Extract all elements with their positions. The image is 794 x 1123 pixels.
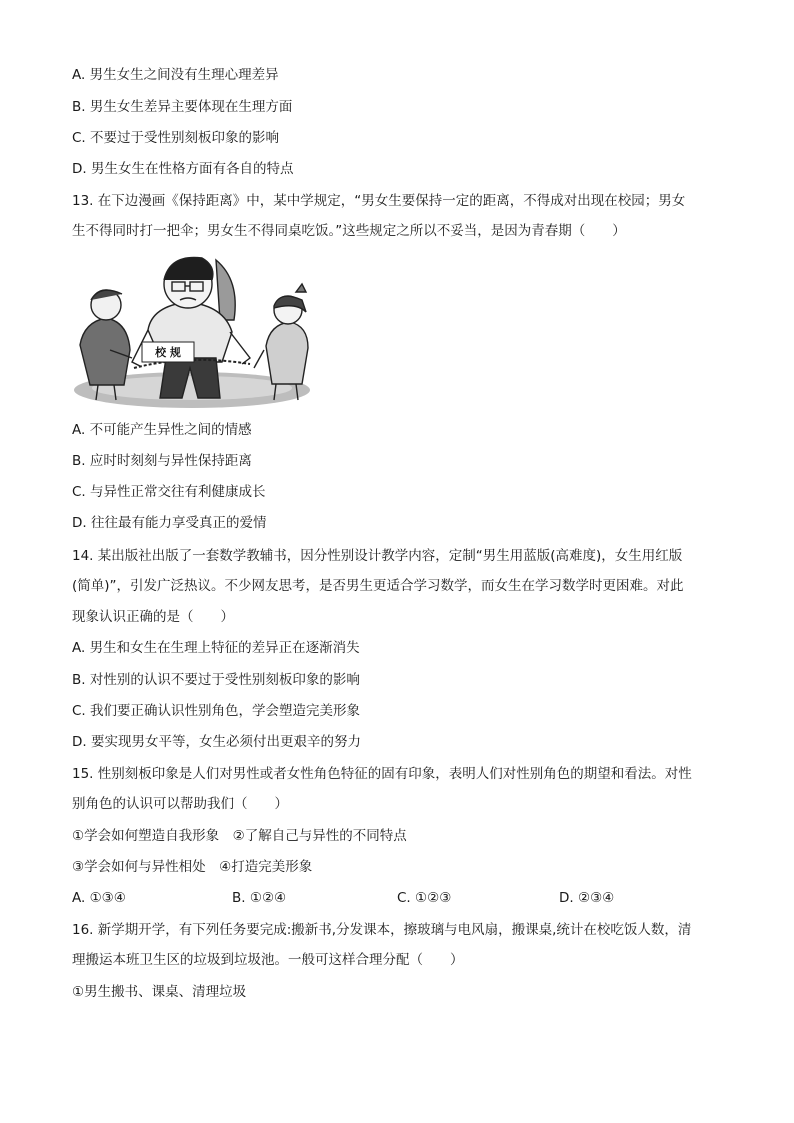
q15-choice-c: C. ①②③ <box>397 890 452 906</box>
q13-option-b: B. 应时时刻刻与异性保持距离 <box>72 453 252 469</box>
q15-choice-b: B. ①②④ <box>232 890 287 906</box>
q16-stem-line-2: 理搬运本班卫生区的垃圾到垃圾池。一般可这样合理分配（ ） <box>72 952 464 968</box>
q15-choice-a: A. ①③④ <box>72 890 126 906</box>
q15-stem-line-2: 别角色的认识可以帮助我们（ ） <box>72 796 288 812</box>
q16-stem-line-1: 16. 新学期开学，有下列任务要完成:搬新书,分发课本，擦玻璃与电风扇，搬课桌,统计在校吃饭人数，清 <box>72 922 692 938</box>
q14-option-b: B. 对性别的认识不要过于受性别刻板印象的影响 <box>72 672 360 688</box>
q12-option-c: C. 不要过于受性别刻板印象的影响 <box>72 130 280 146</box>
q15-stem-line-1: 15. 性别刻板印象是人们对男性或者女性角色特征的固有印象，表明人们对性别角色的期望和看法。对性 <box>72 766 692 782</box>
q13-option-d: D. 往往最有能力享受真正的爱情 <box>72 515 267 531</box>
q12-option-a: A. 男生女生之间没有生理心理差异 <box>72 67 279 83</box>
q12-option-b: B. 男生女生差异主要体现在生理方面 <box>72 99 293 115</box>
q16-item-line-1: ①男生搬书、课桌、清理垃圾 <box>72 984 247 1000</box>
q15-choice-d: D. ②③④ <box>559 890 615 906</box>
q14-stem-line-2: (简单)”，引发广泛热议。不少网友思考，是否男生更适合学习数学，而女生在学习数学时更困难。对此 <box>72 578 684 594</box>
q12-option-d: D. 男生女生在性格方面有各自的特点 <box>72 161 294 177</box>
cartoon-sign-label: 校 规 <box>155 346 181 359</box>
q15-item-line-2: ③学会如何与异性相处 ④打造完美形象 <box>72 859 313 875</box>
q13-option-a: A. 不可能产生异性之间的情感 <box>72 422 252 438</box>
q14-stem-line-1: 14. 某出版社出版了一套数学教辅书，因分性别设计教学内容，定制“男生用蓝版(高难度)，女生用红版 <box>72 548 683 564</box>
q14-option-d: D. 要实现男女平等，女生必须付出更艰辛的努力 <box>72 734 361 750</box>
q14-option-c: C. 我们要正确认识性别角色，学会塑造完美形象 <box>72 703 361 719</box>
q13-option-c: C. 与异性正常交往有利健康成长 <box>72 484 266 500</box>
keep-distance-cartoon <box>70 250 315 412</box>
q13-stem-line-1: 13. 在下边漫画《保持距离》中，某中学规定，“男女生要保持一定的距离，不得成对出现在校园；男女 <box>72 193 686 209</box>
q14-stem-line-3: 现象认识正确的是（ ） <box>72 609 234 625</box>
q15-item-line-1: ①学会如何塑造自我形象 ②了解自己与异性的不同特点 <box>72 828 407 844</box>
q14-option-a: A. 男生和女生在生理上特征的差异正在逐渐消失 <box>72 640 360 656</box>
q13-stem-line-2: 生不得同时打一把伞；男女生不得同桌吃饭。”这些规定之所以不妥当，是因为青春期（ ） <box>72 223 626 239</box>
